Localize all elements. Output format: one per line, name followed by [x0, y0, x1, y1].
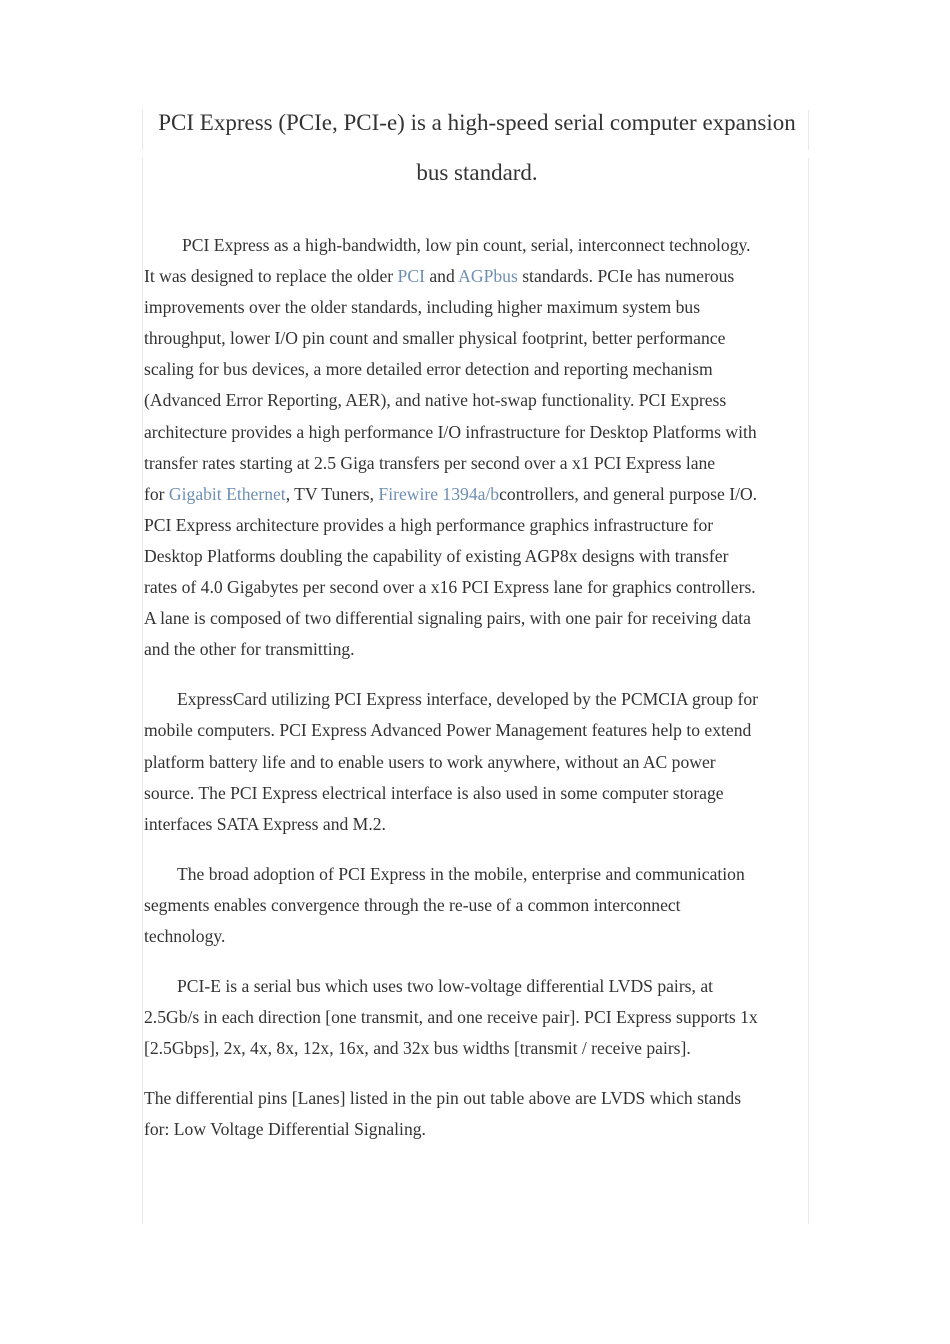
text-segment: standards. PCIe has numerous: [517, 266, 735, 287]
gigabit-ethernet-link[interactable]: Gigabit Ethernet: [168, 483, 286, 504]
text-line: PCI Express architecture provides a high performance graphics infrastructure for: [144, 514, 714, 535]
text-line: source. The PCI Express electrical interface is also used in some computer storage: [144, 782, 724, 803]
text-line: interfaces SATA Express and M.2.: [144, 813, 386, 834]
text-line: A lane is composed of two differential signaling pairs, with one pair for receiving data: [144, 608, 751, 629]
text-line: transfer rates starting at 2.5 Giga transfers per second over a x1 PCI Express lane: [144, 452, 716, 473]
text-line: [144, 261, 810, 292]
text-line: and the other for transmitting.: [144, 639, 355, 660]
left-border: [142, 158, 143, 1224]
text-segment: and: [424, 266, 459, 287]
text-segment: , TV Tuners,: [285, 483, 379, 504]
text-line: scaling for bus devices, a more detailed error detection and reporting mechanism: [144, 359, 713, 380]
text-line: PCI-E is a serial bus which uses two low-voltage differential LVDS pairs, at: [177, 976, 714, 997]
text-line: technology.: [144, 925, 226, 946]
text-line: ExpressCard utilizing PCI Express interface, developed by the PCMCIA group for: [177, 689, 758, 710]
paragraph-intro: [144, 230, 810, 665]
text-line: mobile computers. PCI Express Advanced Power Management features help to extend: [144, 720, 752, 741]
title-line-2: bus standard.: [416, 160, 538, 185]
title-line-1: PCI Express (PCIe, PCI-e) is a high-speed serial computer expansion: [158, 110, 796, 135]
text-line: Desktop Platforms doubling the capability of existing AGP8x designs with transfer: [144, 545, 729, 566]
text-line: segments enables convergence through the re-use of a common interconnect: [144, 894, 681, 915]
pci-link[interactable]: PCI: [397, 266, 425, 287]
text-segment: for: [144, 483, 169, 504]
text-line: throughput, lower I/O pin count and smaller physical footprint, better performance: [144, 328, 726, 349]
text-line: [2.5Gbps], 2x, 4x, 8x, 12x, 16x, and 32x bus widths [transmit / receive pairs].: [144, 1038, 691, 1059]
text-line: architecture provides a high performance I/O infrastructure for Desktop Platforms with: [144, 421, 757, 442]
text-segment: It was designed to replace the older: [144, 266, 398, 287]
agpbus-link[interactable]: AGPbus: [458, 266, 518, 287]
text-line: [144, 479, 810, 510]
article: [144, 98, 810, 1146]
paragraph-adoption: [144, 859, 810, 952]
text-line: rates of 4.0 Gigabytes per second over a x16 PCI Express lane for graphics controllers.: [144, 577, 756, 598]
text-line: improvements over the older standards, including higher maximum system bus: [144, 297, 701, 318]
paragraph-serial-bus: [144, 971, 810, 1064]
text-line: The broad adoption of PCI Express in the mobile, enterprise and communication: [177, 863, 745, 884]
text-line: The differential pins [Lanes] listed in the pin out table above are LVDS which stands: [144, 1088, 742, 1109]
paragraph-differential-pins: [144, 1083, 810, 1145]
text-line: (Advanced Error Reporting, AER), and native hot-swap functionality. PCI Express: [144, 390, 727, 411]
text-line: for: Low Voltage Differential Signaling.: [144, 1119, 426, 1140]
text-line: platform battery life and to enable users to work anywhere, without an AC power: [144, 751, 716, 772]
firewire-link[interactable]: Firewire 1394a/b: [378, 483, 500, 504]
paragraph-expresscard: [144, 684, 810, 839]
text-line: PCI Express as a high-bandwidth, low pin count, serial, interconnect technology.: [182, 235, 751, 255]
page-title: [144, 98, 810, 198]
text-line: 2.5Gb/s in each direction [one transmit, and one receive pair]. PCI Express supports 1x: [144, 1007, 758, 1028]
text-segment: controllers, and general purpose I/O.: [499, 483, 758, 504]
left-border-top: [142, 110, 143, 150]
